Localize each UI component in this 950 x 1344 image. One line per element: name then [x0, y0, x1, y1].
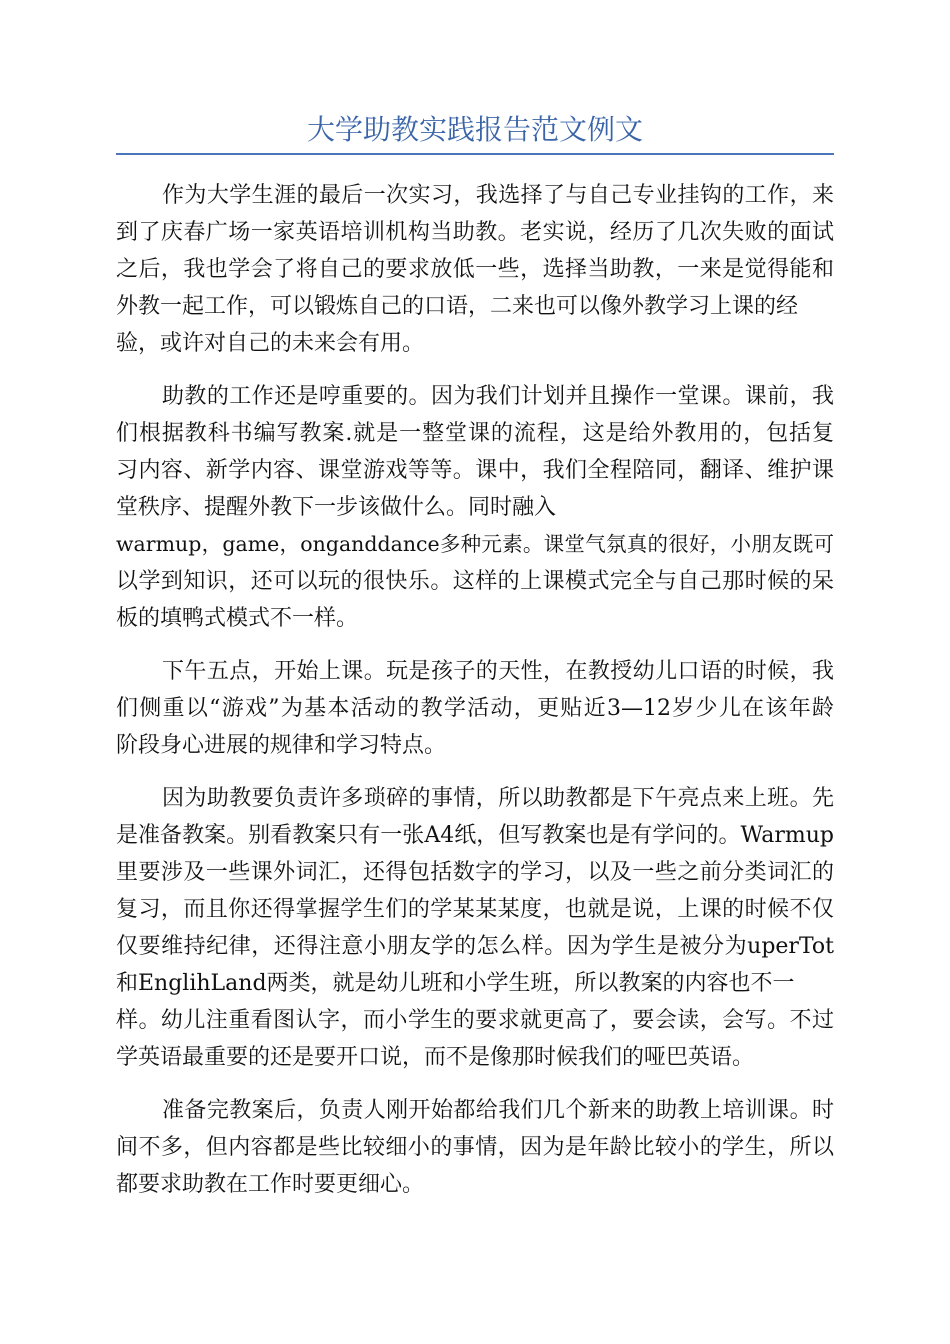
paragraph-line: 复习，而且你还得掌握学生们的学某某某度，也就是说，上课的时候不仅	[116, 897, 834, 922]
paragraph-line: 们根据教科书编写教案.就是一整堂课的流程，这是给外教用的，包括复	[116, 421, 834, 446]
document-body	[116, 177, 834, 1203]
paragraph-spacer	[116, 1076, 834, 1092]
paragraph-line: 间不多，但内容都是些比较细小的事情，因为是年龄比较小的学生，所以	[116, 1135, 834, 1160]
paragraph-line: 准备完教案后，负责人刚开始都给我们几个新来的助教上培训课。时	[162, 1098, 834, 1123]
paragraph-line: 到了庆春广场一家英语培训机构当助教。老实说，经历了几次失败的面试	[116, 220, 834, 245]
paragraph-5	[116, 1092, 834, 1203]
paragraph-line: 之后，我也学会了将自己的要求放低一些，选择当助教，一来是觉得能和	[116, 257, 834, 282]
title-underline	[116, 153, 834, 155]
paragraph-line: 们侧重以“游戏”为基本活动的教学活动，更贴近3—12岁少儿在该年龄	[116, 696, 834, 721]
paragraph-line: 学英语最重要的还是要开口说，而不是像那时候我们的哑巴英语。	[116, 1045, 755, 1070]
paragraph-line: 和EnglihLand两类，就是幼儿班和小学生班，所以教案的内容也不一	[116, 971, 795, 996]
paragraph-line: 因为助教要负责许多琐碎的事情，所以助教都是下午亮点来上班。先	[162, 786, 834, 811]
paragraph-line: 里要涉及一些课外词汇，还得包括数字的学习，以及一些之前分类词汇的	[116, 860, 834, 885]
paragraph-line: 是准备教案。别看教案只有一张A4纸，但写教案也是有学问的。Warmup	[116, 823, 834, 848]
paragraph-line: 以学到知识，还可以玩的很快乐。这样的上课模式完全与自己那时候的呆	[116, 569, 834, 594]
paragraph-4	[116, 780, 834, 1076]
paragraph-line: 样。幼儿注重看图认字，而小学生的要求就更高了，要会读，会写。不过	[116, 1008, 834, 1033]
paragraph-spacer	[116, 637, 834, 653]
paragraph-line: 助教的工作还是哼重要的。因为我们计划并且操作一堂课。课前，我	[162, 384, 834, 409]
paragraph-spacer	[116, 764, 834, 780]
paragraph-line: warmup，game，onganddance多种元素。课堂气氛真的很好，小朋友既可	[116, 532, 834, 556]
paragraph-line: 板的填鸭式模式不一样。	[116, 606, 359, 631]
paragraph-line: 仅要维持纪律，还得注意小朋友学的怎么样。因为学生是被分为uperTot	[116, 934, 834, 959]
document-title: 大学助教实践报告范文例文	[306, 113, 643, 146]
paragraph-line: 下午五点，开始上课。玩是孩子的天性，在教授幼儿口语的时候，我	[162, 659, 834, 684]
paragraph-line: 堂秩序、提醒外教下一步该做什么。同时融入	[116, 495, 557, 520]
paragraph-line: 作为大学生涯的最后一次实习，我选择了与自己专业挂钩的工作，来	[162, 183, 834, 208]
paragraph-line: 外教一起工作，可以锻炼自己的口语，二来也可以像外教学习上课的经	[116, 294, 799, 319]
paragraph-line: 验，或许对自己的未来会有用。	[116, 331, 425, 356]
paragraph-spacer	[116, 362, 834, 378]
paragraph-2	[116, 378, 834, 637]
paragraph-line: 都要求助教在工作时要更细心。	[116, 1172, 425, 1197]
paragraph-3	[116, 653, 834, 764]
paragraph-line: 习内容、新学内容、课堂游戏等等。课中，我们全程陪同，翻译、维护课	[116, 458, 834, 483]
paragraph-1	[116, 177, 834, 362]
paragraph-line: 阶段身心进展的规律和学习特点。	[116, 733, 447, 758]
